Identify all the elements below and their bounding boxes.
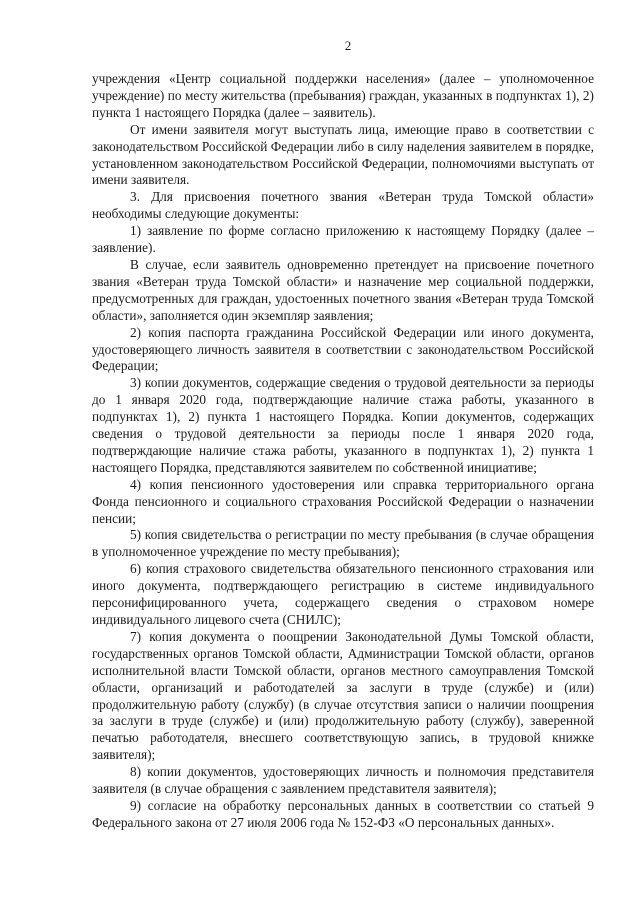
page-number: 2 — [344, 38, 352, 53]
list-item-5-registration: 5) копия свидетельства о регистрации по месту пребывания (в случае обращения в уполномоченное учреждение по месту пребывания); — [92, 527, 594, 560]
list-item-1-application: 1) заявление по форме согласно приложению к настоящему Порядку (далее – заявление). — [92, 223, 594, 256]
list-item-8-representative-docs: 8) копии документов, удостоверяющих личность и полномочия представителя заявителя (в случае обращения с заявлением представителя заявителя); — [92, 764, 594, 797]
list-item-3-work-records: 3) копии документов, содержащие сведения о трудовой деятельности за периоды до 1 января 2020 года, подтверждающие наличие стажа работы, указанного в подпунктах 1), 2) пункта 1 настоящего Порядка. Копии документов, содержащих сведения о трудовой деятельности за периоды после 1 января 2020 года, подтверждающие наличие стажа работы, указанного в подпунктах 1), 2) пункта 1 настоящего Порядка, представляются заявителем по собственной инициативе; — [92, 375, 594, 475]
list-item-2-passport: 2) копия паспорта гражданина Российской Федерации или иного документа, удостоверяющего личность заявителя в соответствии с законодательством Российской Федерации; — [92, 324, 594, 374]
paragraph-item-3-intro: 3. Для присвоения почетного звания «Ветеран труда Томской области» необходимы следующие документы: — [92, 189, 594, 222]
paragraph-representatives: От имени заявителя могут выступать лица, имеющие право в соответствии с законодательством Российской Федерации либо в силу наделения заявителем в порядке, установленном законодательством Российской Федерации, полномочиями выступать от имени заявителя. — [92, 121, 594, 188]
paragraph-continuation: учреждения «Центр социальной поддержки населения» (далее – уполномоченное учреждение) по месту жительства (пребывания) граждан, указанных в подпунктах 1), 2) пункта 1 настоящего Порядка (далее – заявитель). — [92, 71, 594, 120]
list-item-4-pension-certificate: 4) копия пенсионного удостоверения или справка территориального органа Фонда пенсионного и социального страхования Российской Федерации о назначении пенсии; — [92, 476, 594, 526]
list-item-6-snils: 6) копия страхового свидетельства обязательного пенсионного страхования или иного документа, подтверждающего регистрацию в системе индивидуального персонифицированного учета, содержащего сведения о страховом номере индивидуального лицевого счета (СНИЛС); — [92, 561, 594, 627]
list-item-9-data-consent: 9) согласие на обработку персональных данных в соответствии со статьей 9 Федерального закона от 27 июля 2006 года № 152-ФЗ «О персональных данных». — [92, 797, 594, 830]
document-body — [92, 71, 594, 832]
list-item-7-award-document: 7) копия документа о поощрении Законодательной Думы Томской области, государственных органов Томской области, Администрации Томской области, органов исполнительной власти Томской области, органов местного самоуправления Томской области, организаций и работодателей за заслуги в труде (службе) и (или) продолжительную работу (службу) (в случае отсутствия записи о наличии поощрения за заслуги в труде (службе) и (или) продолжительную работу (службу), заверенной печатью работодателя, внесшего соответствующую запись, в трудовой книжке заявителя); — [92, 628, 594, 763]
paragraph-single-copy-note: В случае, если заявитель одновременно претендует на присвоение почетного звания «Ветеран труда Томской области» и назначение мер социальной поддержки, предусмотренных для граждан, удостоенных почетного звания «Ветеран труда Томской области», заполняется один экземпляр заявления; — [92, 256, 594, 323]
